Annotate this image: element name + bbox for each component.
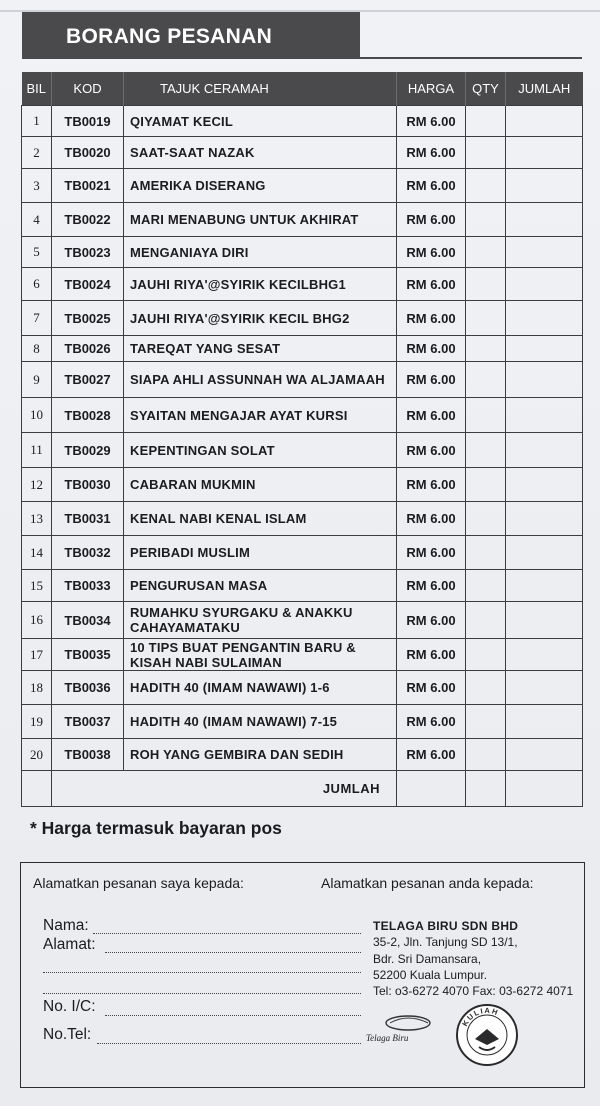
row-qty-cell[interactable] bbox=[466, 433, 506, 468]
table-row bbox=[22, 671, 583, 705]
row-total-cell[interactable] bbox=[506, 468, 583, 502]
address-label: Alamat: bbox=[43, 936, 96, 953]
row-code: TB0037 bbox=[52, 705, 124, 739]
row-title: MENGANIAYA DIRI bbox=[124, 237, 397, 268]
row-price: RM 6.00 bbox=[397, 705, 466, 739]
row-price: RM 6.00 bbox=[397, 570, 466, 602]
row-number: 12 bbox=[22, 468, 52, 502]
header-kod: KOD bbox=[52, 72, 124, 106]
table-body bbox=[22, 106, 583, 771]
row-code: TB0027 bbox=[52, 362, 124, 398]
row-code: TB0023 bbox=[52, 237, 124, 268]
table-row bbox=[22, 602, 583, 639]
row-title: JAUHI RIYA'@SYIRIK KECIL BHG2 bbox=[124, 301, 397, 336]
table-row bbox=[22, 137, 583, 169]
row-total-cell[interactable] bbox=[506, 502, 583, 536]
table-row bbox=[22, 739, 583, 771]
row-code: TB0030 bbox=[52, 468, 124, 502]
table-row bbox=[22, 502, 583, 536]
total-label: JUMLAH bbox=[52, 771, 397, 807]
row-title: SYAITAN MENGAJAR AYAT KURSI bbox=[124, 398, 397, 433]
row-total-cell[interactable] bbox=[506, 433, 583, 468]
row-title: ROH YANG GEMBIRA DAN SEDIH bbox=[124, 739, 397, 771]
row-number: 1 bbox=[22, 106, 52, 137]
row-qty-cell[interactable] bbox=[466, 106, 506, 137]
row-number: 6 bbox=[22, 268, 52, 301]
company-address-line-2: Bdr. Sri Damansara, bbox=[373, 951, 482, 966]
row-code: TB0032 bbox=[52, 536, 124, 570]
table-row bbox=[22, 268, 583, 301]
row-title: MARI MENABUNG UNTUK AKHIRAT bbox=[124, 203, 397, 237]
row-price: RM 6.00 bbox=[397, 671, 466, 705]
row-qty-cell[interactable] bbox=[466, 169, 506, 203]
row-number: 13 bbox=[22, 502, 52, 536]
row-number: 10 bbox=[22, 398, 52, 433]
row-qty-cell[interactable] bbox=[466, 137, 506, 169]
company-name: TELAGA BIRU SDN BHD bbox=[373, 919, 519, 933]
total-row bbox=[22, 771, 583, 807]
title-underline bbox=[22, 57, 582, 59]
row-total-cell[interactable] bbox=[506, 336, 583, 362]
table-row bbox=[22, 301, 583, 336]
row-title: HADITH 40 (IMAM NAWAWI) 7-15 bbox=[124, 705, 397, 739]
row-total-cell[interactable] bbox=[506, 570, 583, 602]
row-title: PERIBADI MUSLIM bbox=[124, 536, 397, 570]
row-qty-cell[interactable] bbox=[466, 671, 506, 705]
row-total-cell[interactable] bbox=[506, 237, 583, 268]
row-price: RM 6.00 bbox=[397, 468, 466, 502]
header-bil: BIL bbox=[22, 72, 52, 106]
row-title: PENGURUSAN MASA bbox=[124, 570, 397, 602]
row-number: 15 bbox=[22, 570, 52, 602]
row-price: RM 6.00 bbox=[397, 433, 466, 468]
row-price: RM 6.00 bbox=[397, 106, 466, 137]
company-address bbox=[373, 918, 573, 999]
header-tajuk: TAJUK CERAMAH bbox=[124, 72, 397, 106]
row-qty-cell[interactable] bbox=[466, 602, 506, 639]
header-jumlah: JUMLAH bbox=[506, 72, 583, 106]
table-row bbox=[22, 639, 583, 671]
row-price: RM 6.00 bbox=[397, 602, 466, 639]
table-header-row bbox=[22, 72, 583, 106]
row-price: RM 6.00 bbox=[397, 137, 466, 169]
row-price: RM 6.00 bbox=[397, 502, 466, 536]
table-row bbox=[22, 169, 583, 203]
company-contact: Tel: o3-6272 4070 Fax: 03-6272 4071 bbox=[373, 984, 574, 999]
ic-field[interactable] bbox=[105, 1014, 361, 1016]
order-table bbox=[21, 72, 583, 807]
table-row bbox=[22, 398, 583, 433]
address-field-line-3[interactable] bbox=[43, 992, 361, 994]
row-price: RM 6.00 bbox=[397, 169, 466, 203]
row-price: RM 6.00 bbox=[397, 237, 466, 268]
row-total-cell[interactable] bbox=[506, 362, 583, 398]
row-total-cell[interactable] bbox=[506, 671, 583, 705]
table-row bbox=[22, 570, 583, 602]
row-total-cell[interactable] bbox=[506, 536, 583, 570]
row-title: RUMAHKU SYURGAKU & ANAKKU CAHAYAMATAKU bbox=[124, 602, 397, 639]
recipient-heading: Alamatkan pesanan anda kepada: bbox=[321, 875, 534, 891]
row-total-cell[interactable] bbox=[506, 301, 583, 336]
row-qty-cell[interactable] bbox=[466, 739, 506, 771]
row-code: TB0031 bbox=[52, 502, 124, 536]
row-code: TB0029 bbox=[52, 433, 124, 468]
row-price: RM 6.00 bbox=[397, 639, 466, 671]
name-label: Nama: bbox=[43, 917, 89, 934]
row-number: 2 bbox=[22, 137, 52, 169]
row-qty-cell[interactable] bbox=[466, 237, 506, 268]
kuliah-seal-text: KULIAH bbox=[460, 1005, 501, 1028]
row-title: HADITH 40 (IMAM NAWAWI) 1-6 bbox=[124, 671, 397, 705]
row-price: RM 6.00 bbox=[397, 739, 466, 771]
row-number: 11 bbox=[22, 433, 52, 468]
row-total-cell[interactable] bbox=[506, 169, 583, 203]
name-field[interactable] bbox=[93, 932, 361, 934]
row-total-cell[interactable] bbox=[506, 398, 583, 433]
price-note: * Harga termasuk bayaran pos bbox=[30, 818, 282, 838]
row-total-cell[interactable] bbox=[506, 106, 583, 137]
row-total-cell[interactable] bbox=[506, 137, 583, 169]
row-price: RM 6.00 bbox=[397, 362, 466, 398]
row-code: TB0020 bbox=[52, 137, 124, 169]
row-qty-cell[interactable] bbox=[466, 468, 506, 502]
row-qty-cell[interactable] bbox=[466, 268, 506, 301]
row-qty-cell[interactable] bbox=[466, 639, 506, 671]
table-row bbox=[22, 433, 583, 468]
kuliah-seal-icon bbox=[455, 1003, 519, 1067]
row-code: TB0025 bbox=[52, 301, 124, 336]
company-address-line-1: 35-2, Jln. Tanjung SD 13/1, bbox=[373, 935, 518, 950]
row-number: 16 bbox=[22, 602, 52, 639]
row-code: TB0034 bbox=[52, 602, 124, 639]
row-number: 18 bbox=[22, 671, 52, 705]
sender-heading: Alamatkan pesanan saya kepada: bbox=[33, 875, 244, 891]
row-price: RM 6.00 bbox=[397, 336, 466, 362]
row-code: TB0036 bbox=[52, 671, 124, 705]
row-total-cell[interactable] bbox=[506, 268, 583, 301]
header-qty: QTY bbox=[466, 72, 506, 106]
row-qty-cell[interactable] bbox=[466, 301, 506, 336]
row-code: TB0019 bbox=[52, 106, 124, 137]
row-number: 4 bbox=[22, 203, 52, 237]
row-title: TAREQAT YANG SESAT bbox=[124, 336, 397, 362]
table-row bbox=[22, 705, 583, 739]
row-total-cell[interactable] bbox=[506, 203, 583, 237]
row-price: RM 6.00 bbox=[397, 536, 466, 570]
row-title: QIYAMAT KECIL bbox=[124, 106, 397, 137]
row-title: SIAPA AHLI ASSUNNAH WA ALJAMAAH bbox=[124, 362, 397, 398]
row-number: 8 bbox=[22, 336, 52, 362]
row-title: CABARAN MUKMIN bbox=[124, 468, 397, 502]
row-qty-cell[interactable] bbox=[466, 203, 506, 237]
row-title: KENAL NABI KENAL ISLAM bbox=[124, 502, 397, 536]
row-qty-cell[interactable] bbox=[466, 536, 506, 570]
address-field-line-2[interactable] bbox=[43, 971, 361, 973]
row-number: 19 bbox=[22, 705, 52, 739]
row-code: TB0024 bbox=[52, 268, 124, 301]
telaga-biru-logo bbox=[364, 1011, 436, 1051]
row-code: TB0038 bbox=[52, 739, 124, 771]
address-field-line-1[interactable] bbox=[105, 951, 361, 953]
row-price: RM 6.00 bbox=[397, 268, 466, 301]
row-qty-cell[interactable] bbox=[466, 705, 506, 739]
form-title: BORANG PESANAN bbox=[66, 25, 273, 48]
row-title: KEPENTINGAN SOLAT bbox=[124, 433, 397, 468]
row-number: 20 bbox=[22, 739, 52, 771]
title-bar bbox=[22, 12, 360, 58]
table-row bbox=[22, 362, 583, 398]
row-number: 3 bbox=[22, 169, 52, 203]
table-row bbox=[22, 106, 583, 137]
row-title: AMERIKA DISERANG bbox=[124, 169, 397, 203]
row-qty-cell[interactable] bbox=[466, 362, 506, 398]
row-total-cell[interactable] bbox=[506, 705, 583, 739]
header-harga: HARGA bbox=[397, 72, 466, 106]
row-title: JAUHI RIYA'@SYIRIK KECILBHG1 bbox=[124, 268, 397, 301]
row-title: 10 TIPS BUAT PENGANTIN BARU & KISAH NABI SULAIMAN bbox=[124, 639, 397, 671]
total-harga-cell bbox=[397, 771, 466, 807]
table-row bbox=[22, 468, 583, 502]
row-number: 17 bbox=[22, 639, 52, 671]
telaga-biru-logo-text: Telaga Biru bbox=[366, 1033, 409, 1043]
row-code: TB0028 bbox=[52, 398, 124, 433]
row-code: TB0035 bbox=[52, 639, 124, 671]
row-code: TB0022 bbox=[52, 203, 124, 237]
row-price: RM 6.00 bbox=[397, 301, 466, 336]
row-price: RM 6.00 bbox=[397, 203, 466, 237]
total-jumlah-cell[interactable] bbox=[506, 771, 583, 807]
company-address-line-3: 52200 Kuala Lumpur. bbox=[373, 967, 488, 982]
row-qty-cell[interactable] bbox=[466, 502, 506, 536]
table-row bbox=[22, 536, 583, 570]
row-total-cell[interactable] bbox=[506, 639, 583, 671]
table-row bbox=[22, 203, 583, 237]
address-box bbox=[20, 862, 585, 1088]
row-price: RM 6.00 bbox=[397, 398, 466, 433]
table-row bbox=[22, 336, 583, 362]
row-qty-cell[interactable] bbox=[466, 398, 506, 433]
row-number: 7 bbox=[22, 301, 52, 336]
row-qty-cell[interactable] bbox=[466, 336, 506, 362]
ic-label: No. I/C: bbox=[43, 998, 96, 1015]
row-number: 5 bbox=[22, 237, 52, 268]
row-total-cell[interactable] bbox=[506, 602, 583, 639]
total-spacer bbox=[22, 771, 52, 807]
total-qty-cell[interactable] bbox=[466, 771, 506, 807]
row-code: TB0033 bbox=[52, 570, 124, 602]
row-number: 9 bbox=[22, 362, 52, 398]
row-code: TB0026 bbox=[52, 336, 124, 362]
phone-field[interactable] bbox=[97, 1042, 361, 1044]
row-title: SAAT-SAAT NAZAK bbox=[124, 137, 397, 169]
row-number: 14 bbox=[22, 536, 52, 570]
phone-label: No.Tel: bbox=[43, 1026, 92, 1043]
table-row bbox=[22, 237, 583, 268]
row-total-cell[interactable] bbox=[506, 739, 583, 771]
row-code: TB0021 bbox=[52, 169, 124, 203]
row-qty-cell[interactable] bbox=[466, 570, 506, 602]
